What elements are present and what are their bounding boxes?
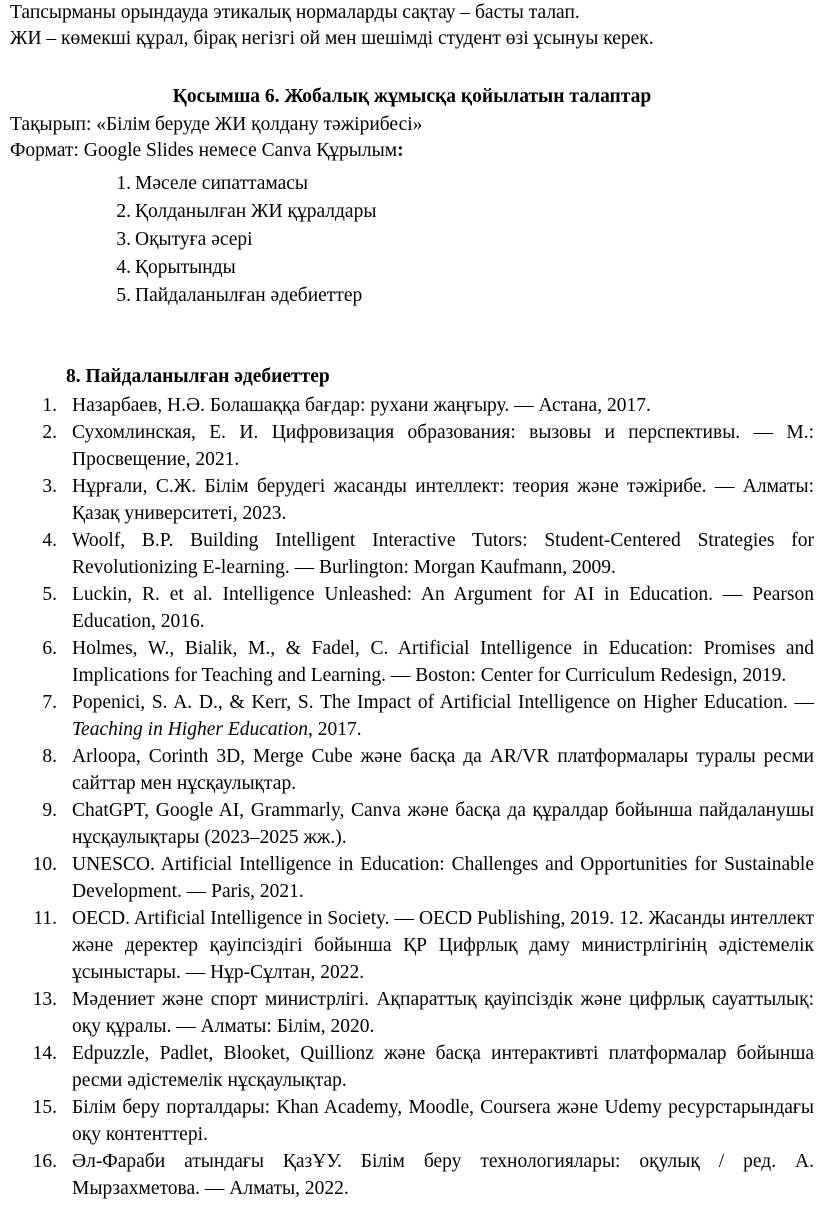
reference-text: Arloopa, Corinth 3D, Merge Cube және басқа да AR/VR платформалары туралы ресми сайттар мен нұсқаулықтар.: [72, 746, 814, 794]
structure-item-text: Қорытынды: [135, 257, 236, 278]
reference-text: [72, 689, 814, 743]
reference-text: Нұрғали, С.Ж. Білім берудегі жасанды интеллект: теория және тәжірибе. — Алматы: Қазақ университеті, 2023.: [72, 476, 814, 524]
reference-text: Сухомлинская, Е. И. Цифровизация образования: вызовы и перспективы. — М.: Просвещение, 2021.: [72, 422, 814, 470]
reference-text: Мәдениет және спорт министрлігі. Ақпараттық қауіпсіздік және цифрлық сауаттылық: оқу құралы. — Алматы: Білім, 2020.: [72, 989, 814, 1037]
reference-text: Luckin, R. et al. Intelligence Unleashed: An Argument for AI in Education. — Pearson Education, 2016.: [72, 584, 814, 632]
structure-item-text: Оқытуға әсері: [135, 229, 253, 250]
reference-number: 11.: [33, 908, 57, 929]
reference-item: [10, 419, 814, 473]
structure-item-number: 3.: [116, 229, 131, 250]
reference-text: OECD. Artificial Intelligence in Society. — OECD Publishing, 2019. 12. Жасанды интеллект және деректер қауіпсіздігі бойынша ҚР Цифрлық даму министрлігінің әдістемелік ұсыныстары. — Нұр-Сұлтан, 2022.: [72, 908, 814, 983]
annex-format: [10, 138, 814, 164]
structure-item: [10, 226, 814, 254]
structure-item-number: 2.: [116, 201, 131, 222]
reference-number: 5.: [42, 584, 57, 605]
reference-number: 16.: [32, 1151, 57, 1172]
reference-item: [10, 1094, 814, 1148]
reference-number: 2.: [42, 422, 57, 443]
reference-item: [10, 905, 814, 986]
document-page: [10, 0, 814, 1202]
reference-journal: Teaching in Higher Education: [72, 719, 308, 740]
intro-line-1: Тапсырманы орындауда этикалық нормаларды сақтау – басты талап.: [10, 2, 580, 23]
reference-number: 9.: [42, 800, 57, 821]
reference-text: Woolf, B.P. Building Intelligent Interactive Tutors: Student-Centered Strategies for Revolutionizing E-learning. — Burlington: Morgan Kaufmann, 2009.: [72, 530, 814, 578]
structure-item-number: 5.: [116, 285, 131, 306]
reference-text: Білім беру порталдары: Khan Academy, Moodle, Coursera және Udemy ресурстарындағы оқу контенттері.: [72, 1097, 814, 1145]
structure-item-number: 4.: [116, 257, 131, 278]
reference-item: [10, 1148, 814, 1202]
reference-item: [10, 473, 814, 527]
structure-item: [10, 198, 814, 226]
reference-number: 13.: [32, 989, 57, 1010]
reference-item: [10, 689, 814, 743]
structure-item: [10, 282, 814, 310]
references-title: 8. Пайдаланылған әдебиеттер: [66, 366, 330, 387]
structure-item: [10, 254, 814, 282]
reference-item: [10, 635, 814, 689]
reference-item: [10, 797, 814, 851]
reference-number: 4.: [42, 530, 57, 551]
reference-text: Edpuzzle, Padlet, Blooket, Quillionz және басқа интерактивті платформалар бойынша ресми әдістемелік нұсқаулықтар.: [72, 1043, 814, 1091]
reference-number: 1.: [42, 395, 57, 416]
annex-format-text: Формат: Google Slides немесе Canva Құрылым: [10, 140, 398, 161]
reference-number: 15.: [32, 1097, 57, 1118]
structure-item-number: 1.: [116, 173, 131, 194]
annex-topic: Тақырып: «Білім беруде ЖИ қолдану тәжірибесі»: [10, 114, 423, 135]
reference-item: [10, 1040, 814, 1094]
reference-number: 14.: [32, 1043, 57, 1064]
annex-title: Қосымша 6. Жобалық жұмысқа қойылатын талаптар: [172, 86, 652, 107]
reference-item: [10, 986, 814, 1040]
reference-text: Holmes, W., Bialik, M., & Fadel, C. Artificial Intelligence in Education: Promises and Implications for Teaching and Learning. — Boston: Center for Curriculum Redesign, 2019.: [72, 638, 814, 686]
structure-item-text: Қолданылған ЖИ құралдары: [135, 201, 377, 222]
reference-number: 7.: [42, 692, 57, 713]
reference-text: Әл-Фараби атындағы ҚазҰУ. Білім беру технологиялары: оқулық / ред. А. Мырзахметова. — Алматы, 2022.: [72, 1151, 814, 1199]
reference-number: 3.: [42, 476, 57, 497]
reference-text: ChatGPT, Google AI, Grammarly, Canva және басқа да құралдар бойынша пайдаланушы нұсқаулықтары (2023–2025 жж.).: [72, 800, 814, 848]
reference-item: [10, 743, 814, 797]
structure-item: [10, 170, 814, 198]
structure-item-text: Мәселе сипаттамасы: [135, 173, 309, 194]
reference-item: [10, 581, 814, 635]
references-list: [10, 392, 814, 1202]
intro-section: [10, 0, 814, 52]
annex-meta: [10, 112, 814, 164]
reference-text: Назарбаев, Н.Ә. Болашаққа бағдар: рухани жаңғыру. — Астана, 2017.: [72, 395, 651, 416]
reference-number: 8.: [42, 746, 57, 767]
reference-item: [10, 851, 814, 905]
reference-number: 10.: [32, 854, 57, 875]
reference-text-main: Popenici, S. A. D., & Kerr, S. The Impact of Artificial Intelligence on Higher Education. —: [72, 692, 814, 713]
reference-item: [10, 527, 814, 581]
reference-item: [10, 392, 814, 419]
reference-text-tail: , 2017.: [307, 719, 362, 740]
reference-number: 6.: [42, 638, 57, 659]
structure-item-text: Пайдаланылған әдебиеттер: [135, 285, 363, 306]
intro-line-2: ЖИ – көмекші құрал, бірақ негізгі ой мен шешімді студент өзі ұсынуы керек.: [10, 28, 654, 49]
reference-text: UNESCO. Artificial Intelligence in Education: Challenges and Opportunities for Sustainable Development. — Paris, 2021.: [72, 854, 814, 902]
structure-list: [10, 170, 814, 310]
annex-format-colon: :: [397, 140, 404, 161]
